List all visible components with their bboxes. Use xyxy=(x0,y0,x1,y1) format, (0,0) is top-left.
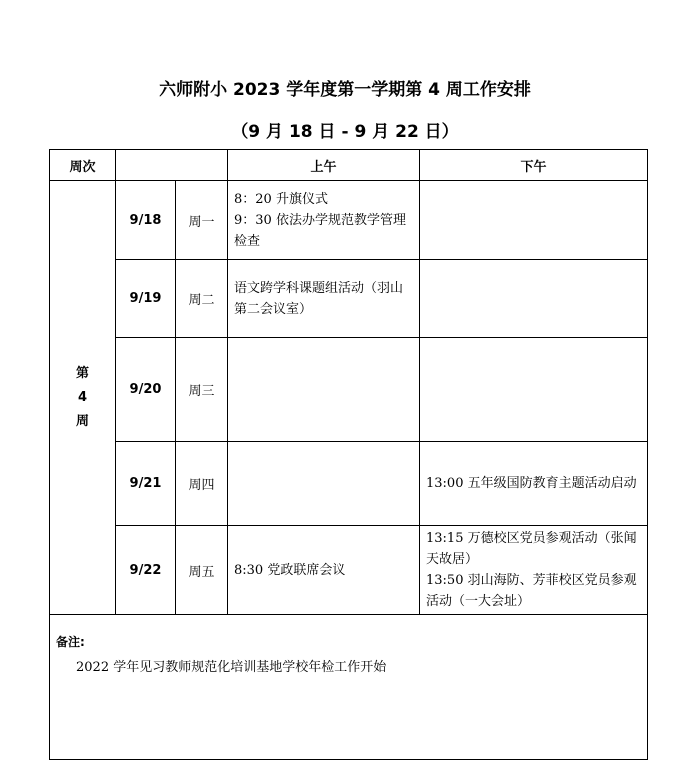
date-cell: 9/20 xyxy=(116,338,176,442)
morning-cell xyxy=(228,442,420,526)
afternoon-cell xyxy=(420,260,648,338)
notes-cell xyxy=(50,615,648,760)
afternoon-cell xyxy=(420,338,648,442)
notes-row xyxy=(50,615,648,760)
weekday-cell: 周一 xyxy=(176,181,228,260)
date-range-subtitle: （9 月 18 日 - 9 月 22 日） xyxy=(231,122,459,142)
header-date-blank xyxy=(116,150,228,181)
page-title: 六师附小 2023 学年度第一学期第 4 周工作安排 xyxy=(159,80,531,100)
weekday-cell: 周四 xyxy=(176,442,228,526)
table-row xyxy=(50,526,648,615)
table-row xyxy=(50,338,648,442)
header-afternoon: 下午 xyxy=(420,150,648,181)
event-text: 13:15 万德校区党员参观活动（张闻天故居） xyxy=(426,531,637,567)
week-number-cell xyxy=(50,181,116,615)
weekday-cell: 周五 xyxy=(176,526,228,615)
event-text: 13:50 羽山海防、芳菲校区党员参观活动（一大会址） xyxy=(426,573,637,609)
table-row xyxy=(50,181,648,260)
notes-label: 备注: xyxy=(56,635,85,649)
morning-cell xyxy=(228,260,420,338)
afternoon-cell xyxy=(420,526,648,615)
weekday-cell: 周二 xyxy=(176,260,228,338)
header-morning: 上午 xyxy=(228,150,420,181)
morning-cell xyxy=(228,338,420,442)
afternoon-cell xyxy=(420,181,648,260)
table-row xyxy=(50,442,648,526)
weekday-cell: 周三 xyxy=(176,338,228,442)
table-row xyxy=(50,260,648,338)
event-text: 8：20 升旗仪式 xyxy=(234,191,328,207)
week-char: 第 xyxy=(75,365,89,381)
header-week: 周次 xyxy=(50,150,116,181)
date-cell: 9/19 xyxy=(116,260,176,338)
table-header-row xyxy=(50,150,648,181)
morning-cell xyxy=(228,526,420,615)
notes-text: 2022 学年见习教师规范化培训基地学校年检工作开始 xyxy=(76,660,387,675)
afternoon-cell xyxy=(420,442,648,526)
event-text: 13:00 五年级国防教育主题活动启动 xyxy=(426,476,637,491)
week-char: 周 xyxy=(75,413,89,429)
event-text: 8:30 党政联席会议 xyxy=(234,562,346,578)
schedule-table xyxy=(49,149,648,760)
date-cell: 9/22 xyxy=(116,526,176,615)
morning-cell xyxy=(228,181,420,260)
date-cell: 9/18 xyxy=(116,181,176,260)
event-text: 语文跨学科课题组活动（羽山第二会议室） xyxy=(234,280,404,317)
date-cell: 9/21 xyxy=(116,442,176,526)
event-text: 9：30 依法办学规范教学管理检查 xyxy=(234,212,406,249)
week-char: 4 xyxy=(77,389,88,405)
